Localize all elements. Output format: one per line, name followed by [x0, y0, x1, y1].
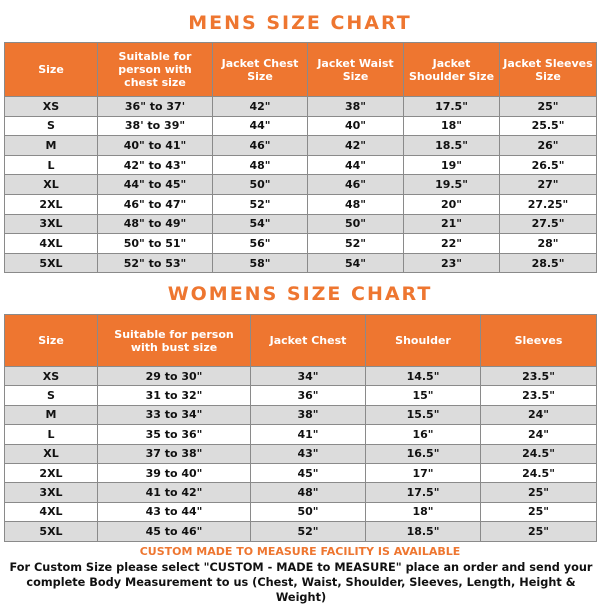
- womens-table-cell: 24.5": [481, 444, 597, 463]
- womens-header-row: [5, 315, 597, 367]
- womens-table-cell: 25": [481, 483, 597, 502]
- womens-table-cell: S: [5, 386, 98, 405]
- mens-table-cell: 25": [500, 97, 597, 117]
- womens-table-cell: 24.5": [481, 463, 597, 482]
- mens-header-jacket-shoulder: Jacket Shoulder Size: [404, 43, 500, 97]
- mens-table-cell: 46": [308, 175, 404, 195]
- mens-table-cell: 17.5": [404, 97, 500, 117]
- womens-table-row: [5, 367, 597, 386]
- mens-size-table: [4, 42, 597, 273]
- mens-table-cell: 19.5": [404, 175, 500, 195]
- mens-table-cell: 52" to 53": [98, 253, 213, 273]
- womens-table-cell: 18": [366, 502, 481, 521]
- womens-header-bust-fit: Suitable for person with bust size: [98, 315, 251, 367]
- mens-table-cell: 40" to 41": [98, 136, 213, 156]
- mens-table-cell: 28.5": [500, 253, 597, 273]
- womens-table-cell: L: [5, 425, 98, 444]
- womens-table-cell: 16.5": [366, 444, 481, 463]
- womens-table-cell: 39 to 40": [98, 463, 251, 482]
- mens-table-cell: 42" to 43": [98, 155, 213, 175]
- womens-chart-title: WOMENS SIZE CHART: [167, 283, 433, 305]
- mens-table-cell: 3XL: [5, 214, 98, 234]
- mens-header-jacket-sleeves: Jacket Sleeves Size: [500, 43, 597, 97]
- mens-table-cell: 46" to 47": [98, 194, 213, 214]
- mens-table-cell: 38' to 39": [98, 116, 213, 136]
- mens-table-row: [5, 136, 597, 156]
- womens-header-shoulder: Shoulder: [366, 315, 481, 367]
- mens-header-chest-fit: Suitable for person with chest size: [98, 43, 213, 97]
- mens-header-row: [5, 43, 597, 97]
- mens-table-cell: 50": [213, 175, 308, 195]
- mens-table-cell: 26.5": [500, 155, 597, 175]
- womens-header-sleeves: Sleeves: [481, 315, 597, 367]
- mens-table-cell: 54": [308, 253, 404, 273]
- womens-header-size: Size: [5, 315, 98, 367]
- mens-table-cell: 27": [500, 175, 597, 195]
- mens-table-cell: 20": [404, 194, 500, 214]
- womens-table-cell: 17": [366, 463, 481, 482]
- mens-table-cell: 44" to 45": [98, 175, 213, 195]
- womens-table-cell: 33 to 34": [98, 405, 251, 424]
- womens-table-cell: 45": [251, 463, 366, 482]
- womens-table-row: [5, 483, 597, 502]
- womens-table-cell: 15.5": [366, 405, 481, 424]
- custom-facility-notice: CUSTOM MADE TO MEASURE FACILITY IS AVAILABLE: [139, 545, 461, 558]
- mens-table-cell: 42": [308, 136, 404, 156]
- womens-table-cell: 34": [251, 367, 366, 386]
- mens-table-cell: 2XL: [5, 194, 98, 214]
- womens-table-cell: 50": [251, 502, 366, 521]
- womens-table-cell: XL: [5, 444, 98, 463]
- womens-table-cell: 48": [251, 483, 366, 502]
- mens-table-cell: 48" to 49": [98, 214, 213, 234]
- mens-table-row: [5, 175, 597, 195]
- mens-table-cell: 27.5": [500, 214, 597, 234]
- womens-table-cell: 45 to 46": [98, 522, 251, 541]
- mens-table-row: [5, 234, 597, 254]
- custom-size-instructions: For Custom Size please select "CUSTOM - MADE to MEASURE" place an order and send your complete Body Measurement to us (Chest, Waist, Shoulder, Sleeves, Length, Height & Weight): [9, 561, 593, 604]
- mens-table-row: [5, 97, 597, 117]
- mens-table-cell: 42": [213, 97, 308, 117]
- womens-table-cell: 41 to 42": [98, 483, 251, 502]
- womens-table-cell: XS: [5, 367, 98, 386]
- womens-table-cell: 43": [251, 444, 366, 463]
- mens-table-cell: 54": [213, 214, 308, 234]
- mens-header-size: Size: [5, 43, 98, 97]
- mens-table-cell: 5XL: [5, 253, 98, 273]
- womens-table-cell: 14.5": [366, 367, 481, 386]
- mens-table-cell: L: [5, 155, 98, 175]
- womens-table-cell: 3XL: [5, 483, 98, 502]
- mens-table-cell: 27.25": [500, 194, 597, 214]
- mens-table-cell: 18.5": [404, 136, 500, 156]
- womens-table-cell: 52": [251, 522, 366, 541]
- mens-table-row: [5, 155, 597, 175]
- mens-table-cell: 58": [213, 253, 308, 273]
- mens-table-cell: 52": [213, 194, 308, 214]
- mens-table-cell: M: [5, 136, 98, 156]
- mens-table-cell: 50": [308, 214, 404, 234]
- womens-table-row: [5, 463, 597, 482]
- mens-table-cell: 4XL: [5, 234, 98, 254]
- womens-table-cell: 15": [366, 386, 481, 405]
- mens-table-cell: 22": [404, 234, 500, 254]
- womens-table-row: [5, 502, 597, 521]
- womens-table-cell: 35 to 36": [98, 425, 251, 444]
- mens-table-cell: 21": [404, 214, 500, 234]
- womens-table-cell: 24": [481, 425, 597, 444]
- womens-table-row: [5, 444, 597, 463]
- womens-table-cell: 16": [366, 425, 481, 444]
- mens-table-row: [5, 194, 597, 214]
- mens-table-cell: 46": [213, 136, 308, 156]
- mens-table-cell: 52": [308, 234, 404, 254]
- mens-table-cell: 26": [500, 136, 597, 156]
- mens-table-cell: 40": [308, 116, 404, 136]
- womens-table-cell: 31 to 32": [98, 386, 251, 405]
- mens-table-cell: 25.5": [500, 116, 597, 136]
- womens-table-row: [5, 522, 597, 541]
- mens-chart-title: MENS SIZE CHART: [188, 12, 412, 34]
- mens-header-jacket-waist: Jacket Waist Size: [308, 43, 404, 97]
- mens-table-cell: 36" to 37': [98, 97, 213, 117]
- mens-table-row: [5, 214, 597, 234]
- womens-table-cell: 37 to 38": [98, 444, 251, 463]
- womens-table-cell: 23.5": [481, 367, 597, 386]
- mens-table-cell: 28": [500, 234, 597, 254]
- mens-table-cell: 48": [308, 194, 404, 214]
- womens-table-cell: 4XL: [5, 502, 98, 521]
- womens-table-row: [5, 425, 597, 444]
- womens-table-cell: 25": [481, 522, 597, 541]
- womens-table-cell: 41": [251, 425, 366, 444]
- womens-table-cell: 2XL: [5, 463, 98, 482]
- womens-table-cell: 17.5": [366, 483, 481, 502]
- womens-table-cell: 25": [481, 502, 597, 521]
- womens-header-jacket-chest: Jacket Chest: [251, 315, 366, 367]
- womens-table-cell: 36": [251, 386, 366, 405]
- mens-table-row: [5, 116, 597, 136]
- mens-table-cell: 50" to 51": [98, 234, 213, 254]
- mens-table-cell: 48": [213, 155, 308, 175]
- womens-table-cell: 38": [251, 405, 366, 424]
- womens-table-cell: M: [5, 405, 98, 424]
- womens-table-row: [5, 405, 597, 424]
- mens-header-jacket-chest: Jacket Chest Size: [213, 43, 308, 97]
- mens-table-cell: 19": [404, 155, 500, 175]
- mens-table-cell: XL: [5, 175, 98, 195]
- womens-table-cell: 29 to 30": [98, 367, 251, 386]
- mens-table-row: [5, 253, 597, 273]
- womens-table-cell: 23.5": [481, 386, 597, 405]
- womens-table-cell: 43 to 44": [98, 502, 251, 521]
- mens-table-cell: 56": [213, 234, 308, 254]
- womens-size-table: [4, 314, 597, 542]
- mens-table-cell: 18": [404, 116, 500, 136]
- mens-table-cell: 23": [404, 253, 500, 273]
- mens-table-cell: 38": [308, 97, 404, 117]
- mens-table-cell: 44": [213, 116, 308, 136]
- mens-table-cell: XS: [5, 97, 98, 117]
- mens-table-cell: 44": [308, 155, 404, 175]
- womens-table-cell: 24": [481, 405, 597, 424]
- mens-table-cell: S: [5, 116, 98, 136]
- womens-table-row: [5, 386, 597, 405]
- womens-table-cell: 18.5": [366, 522, 481, 541]
- womens-table-cell: 5XL: [5, 522, 98, 541]
